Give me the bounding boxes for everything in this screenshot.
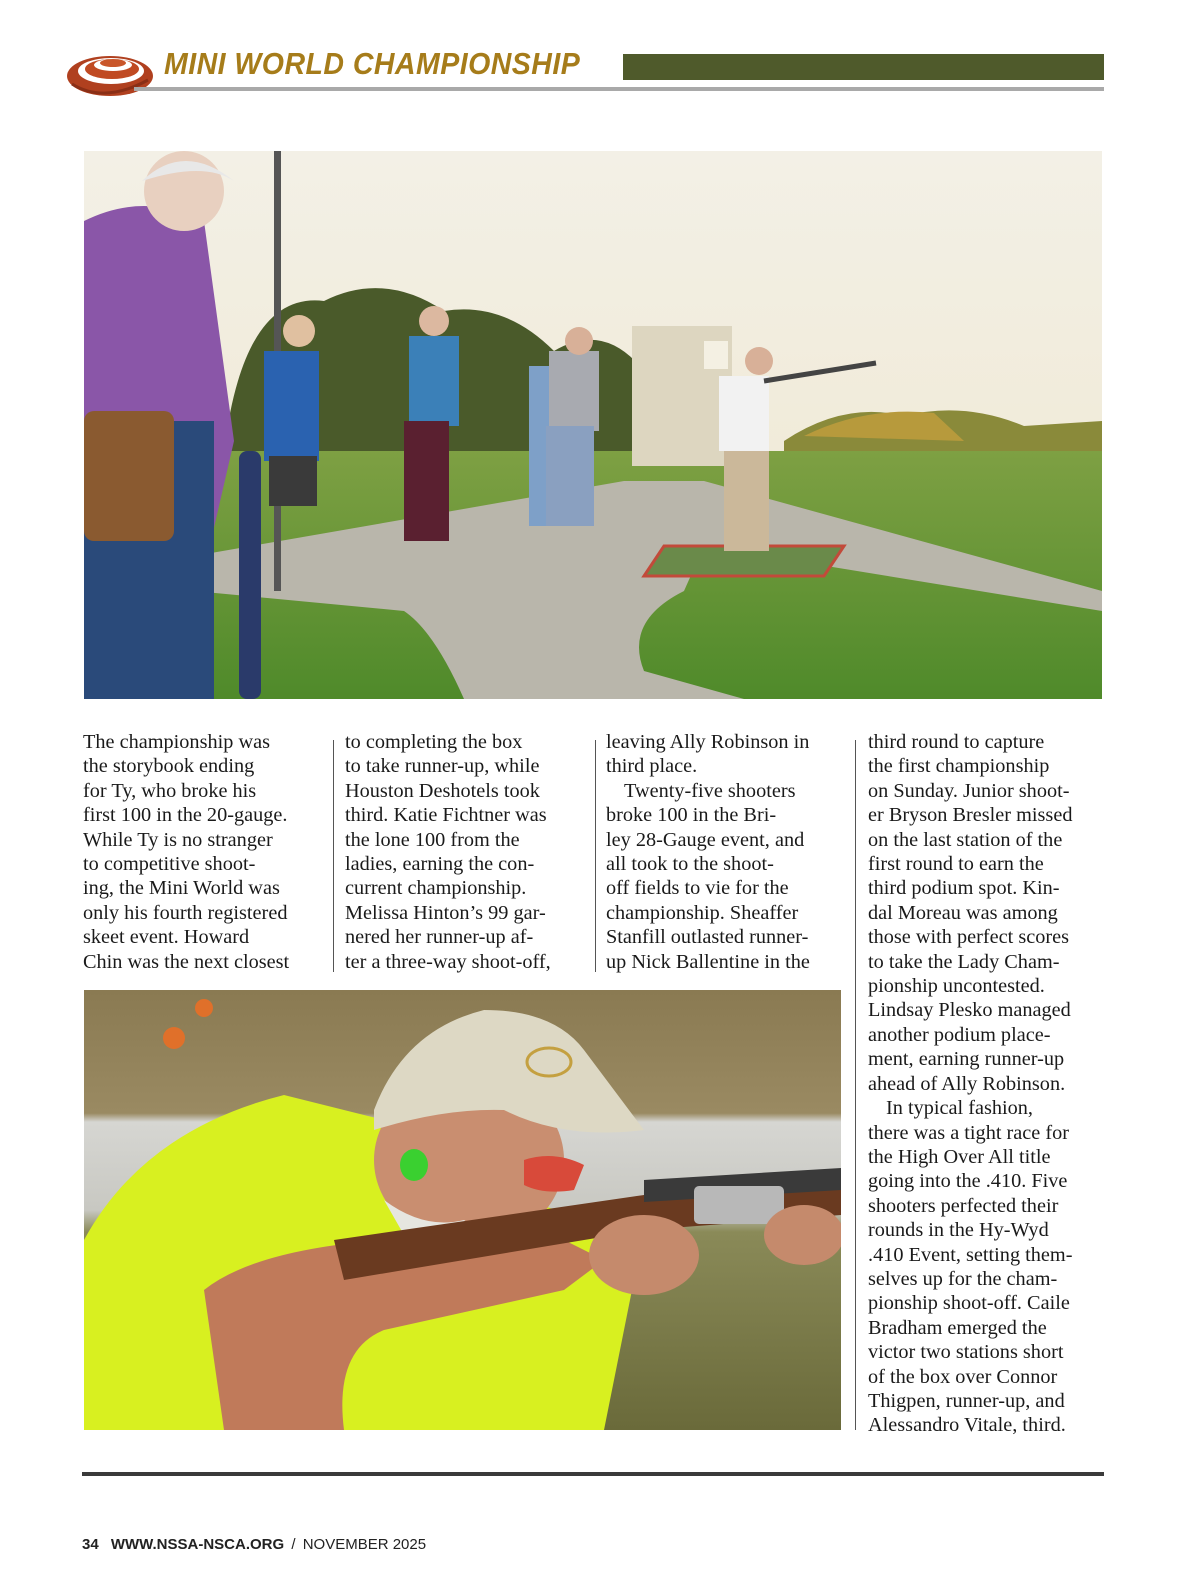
article-line: Bradham emerged the — [868, 1316, 1047, 1339]
article-line: another podium place- — [868, 1023, 1051, 1046]
article-line: third. Katie Fichtner was — [345, 804, 547, 827]
article-line: third place. — [606, 755, 698, 778]
article-line: the storybook ending — [83, 755, 255, 778]
column-divider — [855, 740, 856, 1430]
article-line: Lindsay Plesko managed — [868, 999, 1071, 1022]
article-line: pionship shoot-off. Caile — [868, 1292, 1070, 1315]
column-divider — [333, 740, 334, 972]
article-column-1 — [83, 730, 323, 974]
article-line: on Sunday. Junior shoot- — [868, 779, 1070, 802]
article-line: er Bryson Bresler missed — [868, 804, 1073, 827]
article-line: off fields to vie for the — [606, 877, 789, 900]
article-line: ley 28-Gauge event, and — [606, 828, 805, 851]
article-line: skeet event. Howard — [83, 926, 250, 949]
article-line: Melissa Hinton’s 99 gar- — [345, 901, 546, 924]
article-line: .410 Event, setting them- — [868, 1243, 1073, 1266]
article-line: the lone 100 from the — [345, 828, 520, 851]
article-line: victor two stations short — [868, 1341, 1064, 1364]
article-column-4 — [868, 730, 1108, 1438]
article-column-2 — [345, 730, 585, 974]
article-line: third podium spot. Kin- — [868, 877, 1060, 900]
article-line: ter a three-way shoot-off, — [345, 950, 551, 973]
article-line: Houston Deshotels took — [345, 779, 540, 802]
article-line: broke 100 in the Bri- — [606, 804, 777, 827]
clay-target-logo-icon — [64, 40, 156, 102]
article-line: Alessandro Vitale, third. — [868, 1414, 1066, 1437]
website-link[interactable]: WWW.NSSA-NSCA.ORG — [110, 1536, 285, 1553]
article-line: ladies, earning the con- — [345, 853, 535, 876]
article-line: up Nick Ballentine in the — [606, 950, 810, 973]
article-line: those with perfect scores — [868, 926, 1070, 949]
article-line: rounds in the Hy-Wyd — [868, 1219, 1049, 1242]
article-line: to take the Lady Cham- — [868, 950, 1060, 973]
article-line: current championship. — [345, 877, 527, 900]
article-line: ing, the Mini World was — [83, 877, 280, 900]
issue-date: NOVEMBER 2025 — [302, 1536, 427, 1553]
article-line: While Ty is no stranger — [83, 828, 273, 851]
header-accent-bar — [623, 54, 1104, 80]
article-line: going into the .410. Five — [868, 1170, 1068, 1193]
header-rule — [134, 87, 1104, 91]
page-footer — [82, 1536, 426, 1553]
article-line: third round to capture — [868, 731, 1045, 753]
article-line: In typical fashion, — [886, 1097, 1033, 1120]
article-line: for Ty, who broke his — [83, 779, 257, 802]
article-line: championship. Sheaffer — [606, 901, 799, 924]
article-line: ahead of Ally Robinson. — [868, 1072, 1066, 1095]
page-number: 34 — [82, 1536, 99, 1553]
article-line: only his fourth registered — [83, 901, 288, 924]
footer-separator: / — [291, 1536, 296, 1553]
article-line: ment, earning runner-up — [868, 1048, 1065, 1071]
article-line: The championship was — [83, 731, 270, 753]
article-line: to competitive shoot- — [83, 853, 256, 876]
article-line: shooters perfected their — [868, 1194, 1059, 1217]
skeet-field-photo — [84, 151, 1102, 699]
article-line: pionship uncontested. — [868, 975, 1045, 998]
section-title: MINI WORLD CHAMPIONSHIP — [164, 46, 581, 81]
article-line: dal Moreau was among — [868, 901, 1058, 924]
article-line: selves up for the cham- — [868, 1267, 1058, 1290]
article-line: Thigpen, runner-up, and — [868, 1389, 1065, 1412]
article-line: to take runner-up, while — [345, 755, 540, 778]
article-line: Chin was the next closest — [83, 950, 290, 973]
article-line: all took to the shoot- — [606, 853, 774, 876]
shooter-aiming-photo — [84, 990, 841, 1430]
article-line: the High Over All title — [868, 1145, 1051, 1168]
article-line: on the last station of the — [868, 828, 1063, 851]
article-line: leaving Ally Robinson in — [606, 731, 810, 753]
article-line: first round to earn the — [868, 853, 1044, 876]
article-line: nered her runner-up af- — [345, 926, 534, 949]
article-line: the first championship — [868, 755, 1050, 778]
article-line: first 100 in the 20-gauge. — [83, 804, 288, 827]
article-line: to completing the box — [345, 731, 523, 753]
article-line: there was a tight race for — [868, 1121, 1070, 1144]
footer-rule — [82, 1472, 1104, 1476]
article-column-3 — [606, 730, 846, 974]
column-divider — [595, 740, 596, 972]
article-line: of the box over Connor — [868, 1365, 1058, 1388]
article-line: Stanfill outlasted runner- — [606, 926, 809, 949]
article-line: Twenty-five shooters — [624, 779, 796, 802]
